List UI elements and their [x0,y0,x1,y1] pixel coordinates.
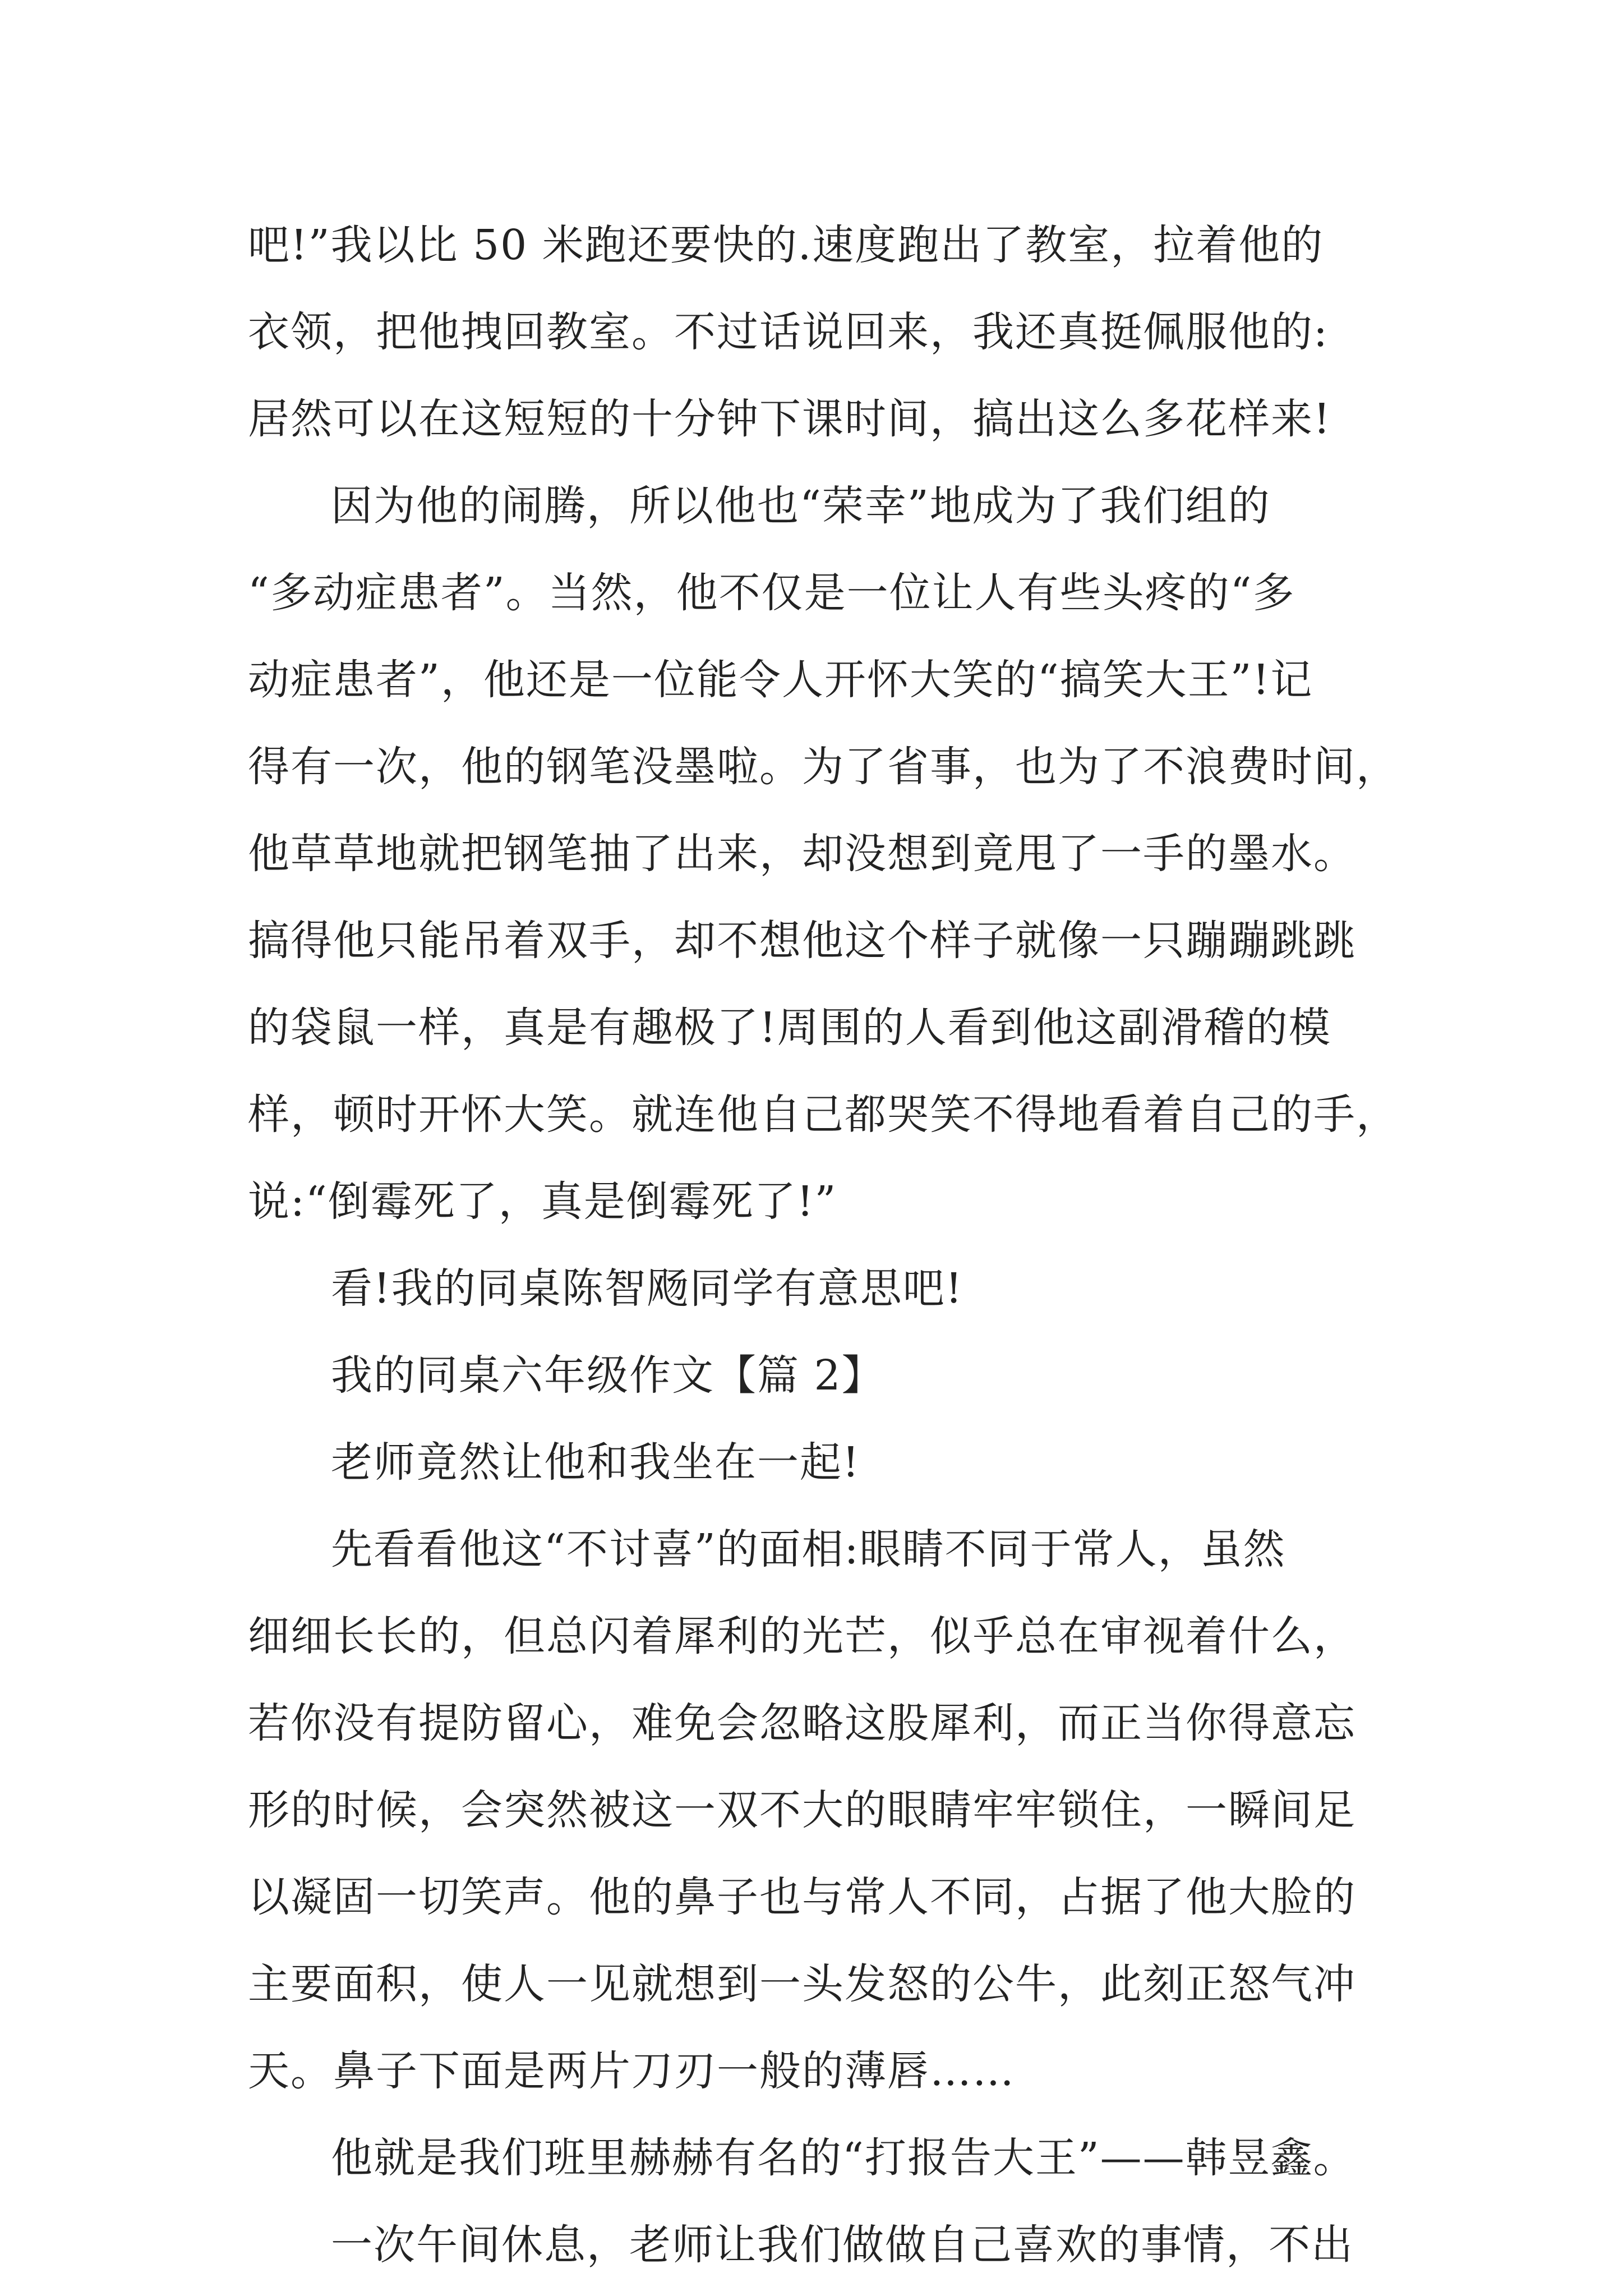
line: 细细长长的，但总闪着犀利的光芒，似乎总在审视着什么， [248,1612,1356,1660]
line: 我的同桌六年级作文【篇 2】 [331,1351,884,1400]
line: 看!我的同桌陈智飏同学有意思吧! [331,1264,963,1313]
paragraph-2 [248,463,1403,1245]
line: 居然可以在这短短的十分钟下课时间，搞出这么多花样来! [248,395,1331,443]
line: 样，顿时开怀大笑。就连他自己都哭笑不得地看着自己的手， [248,1091,1399,1139]
line: 主要面积，使人一见就想到一头发怒的公牛，此刻正怒气冲 [248,1960,1356,2008]
line: 天。鼻子下面是两片刀刃一般的薄唇…… [248,2047,1015,2095]
line: 若你没有提防留心，难免会忽略这股犀利，而正当你得意忘 [248,1699,1356,1747]
paragraph-7 [248,2202,1403,2289]
section-heading [248,1332,1403,1419]
line: 的袋鼠一样，真是有趣极了!周围的人看到他这副滑稽的模 [248,1004,1331,1052]
paragraph-5 [248,1506,1403,2115]
line: 说:“倒霉死了，真是倒霉死了!” [248,1177,837,1226]
line: 得有一次，他的钢笔没墨啦。为了省事，也为了不浪费时间， [248,743,1399,791]
essay-body [248,202,1403,2289]
paragraph-4 [248,1419,1403,1506]
paragraph-1 [248,202,1403,463]
line: 以凝固一切笑声。他的鼻子也与常人不同，占据了他大脸的 [248,1873,1356,1921]
line: 搞得他只能吊着双手，却不想他这个样子就像一只蹦蹦跳跳 [248,917,1356,965]
line: 他就是我们班里赫赫有名的“打报告大王”——韩昱鑫。 [331,2134,1356,2182]
line: 动症患者”，他还是一位能令人开怀大笑的“搞笑大王”!记 [248,656,1313,704]
line: 老师竟然让他和我坐在一起! [331,1438,860,1487]
paragraph-3 [248,1245,1403,1332]
line: 先看看他这“不讨喜”的面相:眼睛不同于常人，虽然 [331,1525,1286,1573]
paragraph-6 [248,2115,1403,2202]
line: 形的时候，会突然被这一双不大的眼睛牢牢锁住，一瞬间足 [248,1786,1356,1834]
line: 衣领，把他拽回教室。不过话说回来，我还真挺佩服他的: [248,308,1329,356]
line: 一次午间休息，老师让我们做做自己喜欢的事情，不出 [331,2221,1354,2269]
line: “多动症患者”。当然，他不仅是一位让人有些头疼的“多 [248,569,1295,617]
line: 他草草地就把钢笔抽了出来，却没想到竟甩了一手的墨水。 [248,830,1356,878]
line: 因为他的闹腾，所以他也“荣幸”地成为了我们组的 [331,482,1271,530]
line: 吧!”我以比 50 米跑还要快的.速度跑出了教室，拉着他的 [248,221,1324,269]
